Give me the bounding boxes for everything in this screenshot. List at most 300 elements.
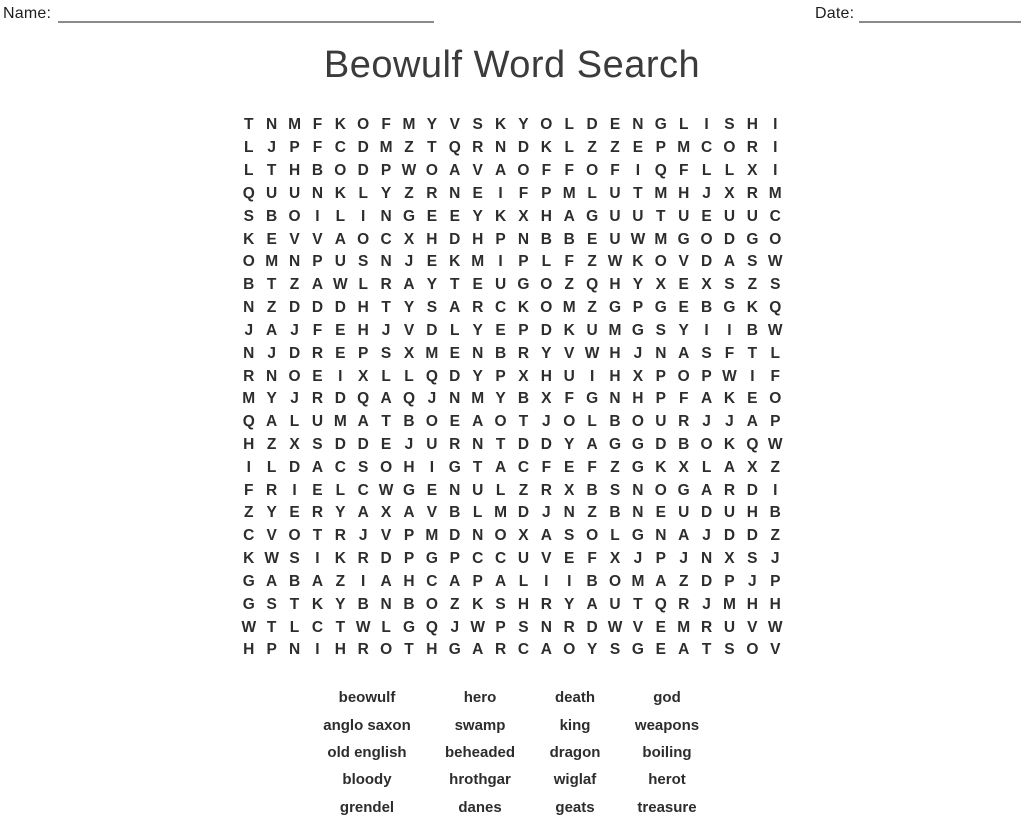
grid-letter: U xyxy=(494,276,507,294)
grid-letter: G xyxy=(677,230,690,248)
grid-letter: M xyxy=(333,413,347,431)
grid-letter: J xyxy=(542,413,551,431)
grid-letter: E xyxy=(678,276,689,294)
grid-letter: A xyxy=(494,162,507,180)
grid-letter: G xyxy=(608,299,622,317)
grid-letter: L xyxy=(564,139,574,157)
grid-letter: H xyxy=(609,276,621,294)
grid-letter: A xyxy=(380,390,392,408)
grid-letter: W xyxy=(722,367,737,385)
grid-letter: H xyxy=(472,230,484,248)
grid-letter: C xyxy=(311,618,324,636)
grid-letter: R xyxy=(700,618,713,636)
grid-letter: I xyxy=(315,207,320,225)
grid-letter: T xyxy=(404,641,414,659)
grid-letter: Z xyxy=(587,139,597,157)
grid-row xyxy=(237,525,786,548)
grid-row xyxy=(237,228,786,251)
grid-letter: A xyxy=(266,413,278,431)
grid-letter: K xyxy=(334,184,346,202)
grid-letter: O xyxy=(288,207,301,225)
grid-letter: H xyxy=(678,184,690,202)
grid-letter: L xyxy=(358,276,368,294)
grid-letter: H xyxy=(769,595,781,613)
grid-letter: I xyxy=(750,367,755,385)
grid-letter: H xyxy=(540,367,552,385)
grid-letter: D xyxy=(380,550,392,568)
grid-letter: O xyxy=(357,116,370,134)
grid-letter: E xyxy=(472,184,483,202)
grid-letter: Z xyxy=(770,527,780,545)
grid-letter: K xyxy=(723,436,736,453)
grid-letter: I xyxy=(315,550,320,568)
grid-letter: Q xyxy=(242,413,255,431)
grid-letter: J xyxy=(427,390,437,408)
grid-letter: E xyxy=(655,641,666,659)
grid-letter: B xyxy=(609,504,621,522)
grid-letter: N xyxy=(517,230,530,248)
grid-letter: L xyxy=(244,139,254,157)
grid-letter: L xyxy=(564,116,574,134)
grid-letter: G xyxy=(402,481,416,499)
grid-letter: G xyxy=(631,458,644,476)
grid-letter: X xyxy=(518,367,529,385)
grid-letter: W xyxy=(767,618,783,636)
grid-letter: S xyxy=(701,344,712,362)
grid-letter: Q xyxy=(425,618,438,636)
grid-letter: T xyxy=(518,413,529,431)
date-label: Date: xyxy=(815,5,855,22)
grid-letter: P xyxy=(495,230,506,248)
grid-letter: W xyxy=(401,162,417,180)
grid-letter: B xyxy=(609,413,621,431)
grid-letter: S xyxy=(312,436,323,453)
name-write-line xyxy=(58,21,434,23)
grid-letter: A xyxy=(494,458,507,476)
grid-letter: E xyxy=(747,390,758,408)
grid-letter: S xyxy=(747,253,758,271)
grid-letter: B xyxy=(678,436,690,453)
grid-letter: W xyxy=(241,618,257,636)
grid-letter: D xyxy=(700,504,713,522)
grid-letter: R xyxy=(449,436,461,453)
grid-letter: M xyxy=(288,116,301,134)
grid-letter: M xyxy=(631,572,645,590)
grid-letter: Z xyxy=(266,436,277,453)
grid-letter: U xyxy=(655,413,667,431)
grid-letter: H xyxy=(746,595,758,613)
grid-letter: F xyxy=(678,162,689,180)
grid-letter: N xyxy=(380,253,392,271)
grid-letter: W xyxy=(355,618,371,636)
grid-letter: E xyxy=(678,299,689,317)
grid-letter: T xyxy=(701,641,712,659)
grid-letter: F xyxy=(564,390,574,408)
grid-letter: P xyxy=(541,184,552,202)
grid-letter: C xyxy=(769,207,781,225)
grid-letter: Z xyxy=(587,299,597,317)
grid-letter: T xyxy=(244,116,254,134)
grid-letter: M xyxy=(265,253,279,271)
grid-letter: G xyxy=(517,276,530,294)
grid-letter: V xyxy=(472,162,483,180)
grid-letter: X xyxy=(380,504,392,522)
grid-letter: J xyxy=(404,253,414,271)
grid-letter: S xyxy=(724,276,735,294)
grid-letter: L xyxy=(289,413,300,431)
grid-letter: S xyxy=(724,116,735,134)
grid-letter: J xyxy=(404,436,414,453)
grid-letter: U xyxy=(632,207,644,225)
grid-letter: C xyxy=(517,641,530,659)
grid-letter: L xyxy=(770,344,780,362)
grid-letter: J xyxy=(725,413,734,431)
grid-letter: P xyxy=(518,253,529,271)
grid-letter: N xyxy=(243,344,255,362)
grid-letter: J xyxy=(542,504,551,522)
grid-letter: S xyxy=(747,550,758,568)
grid-letter: P xyxy=(655,550,666,568)
grid-letter: A xyxy=(678,527,690,545)
grid-letter: D xyxy=(517,139,530,157)
grid-letter: X xyxy=(724,550,735,568)
grid-letter: A xyxy=(311,572,324,590)
grid-letter: V xyxy=(449,116,460,134)
grid-letter: D xyxy=(357,139,369,157)
grid-letter: Q xyxy=(357,390,370,408)
grid-letter: E xyxy=(449,344,460,362)
grid-letter: V xyxy=(632,618,644,636)
grid-letter: X xyxy=(541,390,552,408)
grid-letter: A xyxy=(311,276,324,294)
grid-letter: D xyxy=(723,230,736,248)
grid-letter: D xyxy=(700,253,713,271)
grid-letter: Y xyxy=(472,321,483,339)
grid-letter: U xyxy=(563,367,575,385)
grid-letter: A xyxy=(334,230,346,248)
grid-letter: D xyxy=(540,436,552,453)
grid-letter: M xyxy=(654,230,668,248)
grid-letter: R xyxy=(334,527,346,545)
grid-row xyxy=(237,593,786,616)
grid-letter: O xyxy=(769,230,782,248)
grid-letter: L xyxy=(701,162,712,180)
grid-letter: H xyxy=(426,230,438,248)
grid-letter: N xyxy=(380,207,392,225)
grid-letter: W xyxy=(584,344,600,362)
grid-letter: R xyxy=(678,413,690,431)
grid-letter: O xyxy=(563,413,576,431)
grid-letter: Y xyxy=(472,207,483,225)
grid-letter: V xyxy=(541,550,552,568)
grid-letter: G xyxy=(677,481,690,499)
grid-letter: X xyxy=(747,458,758,476)
grid-letter: E xyxy=(289,504,300,522)
grid-letter: W xyxy=(607,253,623,271)
grid-letter: P xyxy=(312,253,323,271)
grid-letter: C xyxy=(334,458,346,476)
grid-letter: T xyxy=(427,139,437,157)
grid-letter: K xyxy=(472,595,484,613)
grid-letter: R xyxy=(472,139,484,157)
grid-letter: B xyxy=(243,276,255,294)
grid-letter: T xyxy=(312,527,323,545)
grid-letter: G xyxy=(586,390,599,408)
grid-letter: P xyxy=(770,413,781,431)
grid-letter: U xyxy=(678,207,690,225)
grid-letter: R xyxy=(266,481,278,499)
grid-letter: T xyxy=(266,162,277,180)
grid-letter: U xyxy=(266,184,278,202)
grid-letter: I xyxy=(292,481,297,499)
grid-letter: A xyxy=(494,572,507,590)
grid-letter: G xyxy=(723,299,736,317)
grid-letter: B xyxy=(311,162,324,180)
grid-letter: H xyxy=(288,162,301,180)
grid-letter: A xyxy=(403,276,415,294)
grid-letter: G xyxy=(608,436,622,453)
grid-letter: U xyxy=(288,184,301,202)
grid-letter: A xyxy=(449,162,461,180)
grid-letter: N xyxy=(563,504,575,522)
grid-letter: L xyxy=(358,184,368,202)
grid-letter: X xyxy=(518,207,529,225)
grid-letter: E xyxy=(335,344,346,362)
grid-letter: D xyxy=(586,618,598,636)
grid-letter: P xyxy=(358,344,369,362)
grid-letter: D xyxy=(746,481,758,499)
grid-letter: Z xyxy=(564,276,574,294)
grid-letter: O xyxy=(425,413,438,431)
grid-letter: X xyxy=(518,527,529,545)
grid-letter: R xyxy=(540,595,552,613)
grid-letter: I xyxy=(498,253,503,271)
grid-letter: B xyxy=(586,481,598,499)
grid-letter: K xyxy=(723,390,736,408)
grid-letter: A xyxy=(403,504,415,522)
grid-letter: Z xyxy=(335,572,346,590)
grid-letter: E xyxy=(380,436,392,453)
grid-letter: U xyxy=(426,436,438,453)
grid-letter: A xyxy=(563,207,575,225)
grid-letter: M xyxy=(494,504,508,522)
grid-letter: Q xyxy=(425,367,438,385)
grid-letter: A xyxy=(586,595,598,613)
grid-letter: I xyxy=(704,116,709,134)
grid-letter: O xyxy=(357,230,370,248)
grid-letter: G xyxy=(242,572,255,590)
grid-letter: N xyxy=(266,116,278,134)
grid-letter: F xyxy=(312,116,323,134)
grid-letter: S xyxy=(770,276,781,294)
grid-letter: Z xyxy=(610,139,620,157)
grid-letter: U xyxy=(723,504,736,522)
grid-letter: B xyxy=(540,230,552,248)
grid-letter: M xyxy=(654,184,668,202)
grid-letter: I xyxy=(567,572,572,590)
grid-letter: W xyxy=(767,321,783,339)
grid-letter: U xyxy=(609,230,621,248)
grid-letter: J xyxy=(748,572,757,590)
grid-letter: I xyxy=(315,641,320,659)
grid-letter: V xyxy=(403,321,415,339)
grid-letter: B xyxy=(586,572,598,590)
grid-letter: H xyxy=(403,572,415,590)
grid-row xyxy=(237,251,786,274)
grid-letter: R xyxy=(678,595,690,613)
grid-letter: K xyxy=(334,116,346,134)
grid-letter: D xyxy=(540,321,552,339)
word-list-item: weapons xyxy=(634,716,700,734)
grid-letter: A xyxy=(472,413,484,431)
grid-letter: O xyxy=(288,367,301,385)
grid-letter: A xyxy=(700,481,713,499)
grid-letter: M xyxy=(242,390,256,408)
grid-letter: T xyxy=(472,458,483,476)
grid-letter: I xyxy=(544,572,549,590)
grid-row xyxy=(237,456,786,479)
word-list-item: god xyxy=(653,689,681,707)
grid-letter: D xyxy=(517,504,530,522)
grid-letter: J xyxy=(381,321,391,339)
grid-letter: Z xyxy=(289,276,300,294)
grid-letter: S xyxy=(609,641,621,659)
grid-letter: O xyxy=(654,253,667,271)
grid-letter: B xyxy=(517,390,530,408)
grid-letter: E xyxy=(495,321,506,339)
grid-letter: N xyxy=(632,504,644,522)
grid-letter: O xyxy=(242,253,255,271)
grid-letter: H xyxy=(357,299,369,317)
grid-letter: P xyxy=(518,321,529,339)
grid-letter: Z xyxy=(404,184,414,202)
grid-letter: U xyxy=(334,253,346,271)
grid-letter: M xyxy=(471,253,485,271)
grid-letter: Z xyxy=(610,458,620,476)
grid-letter: B xyxy=(494,344,507,362)
grid-letter: E xyxy=(609,116,621,134)
grid-letter: O xyxy=(494,413,507,431)
grid-letter: D xyxy=(700,572,713,590)
grid-letter: L xyxy=(701,458,712,476)
grid-letter: L xyxy=(587,184,597,202)
grid-letter: X xyxy=(701,276,712,294)
grid-letter: O xyxy=(769,390,782,408)
grid-letter: F xyxy=(312,139,323,157)
grid-letter: T xyxy=(450,276,460,294)
grid-letter: J xyxy=(244,321,254,339)
grid-row xyxy=(237,160,786,183)
grid-row xyxy=(237,616,786,639)
grid-letter: Z xyxy=(450,595,460,613)
grid-letter: S xyxy=(243,207,254,225)
grid-letter: D xyxy=(357,436,369,453)
word-list-item: beheaded xyxy=(444,743,516,761)
grid-letter: C xyxy=(334,139,346,157)
grid-letter: I xyxy=(589,367,595,385)
grid-letter: A xyxy=(357,504,369,522)
grid-letter: V xyxy=(312,230,323,248)
grid-letter: C xyxy=(380,230,392,248)
grid-letter: K xyxy=(632,253,644,271)
grid-letter: I xyxy=(704,321,709,339)
grid-letter: D xyxy=(746,527,758,545)
grid-row xyxy=(237,365,786,388)
grid-letter: Q xyxy=(448,139,461,157)
grid-letter: U xyxy=(472,481,484,499)
grid-letter: D xyxy=(334,436,346,453)
grid-letter: D xyxy=(426,321,438,339)
grid-letter: X xyxy=(609,550,621,568)
grid-letter: F xyxy=(541,458,552,476)
grid-letter: T xyxy=(266,276,277,294)
grid-letter: I xyxy=(635,162,641,180)
grid-letter: G xyxy=(631,641,644,659)
grid-letter: O xyxy=(380,458,393,476)
grid-letter: H xyxy=(609,344,621,362)
grid-letter: P xyxy=(632,299,644,317)
word-list-item: hero xyxy=(463,689,497,707)
grid-letter: C xyxy=(494,299,507,317)
grid-letter: N xyxy=(494,139,507,157)
grid-letter: U xyxy=(609,595,621,613)
grid-letter: I xyxy=(727,321,732,339)
grid-letter: M xyxy=(379,139,393,157)
grid-letter: O xyxy=(677,367,690,385)
grid-letter: K xyxy=(540,139,552,157)
grid-letter: M xyxy=(425,344,439,362)
grid-letter: Y xyxy=(266,504,277,522)
grid-letter: J xyxy=(702,413,711,431)
grid-letter: W xyxy=(264,550,279,568)
grid-letter: B xyxy=(769,504,781,522)
grid-letter: N xyxy=(288,641,301,659)
grid-letter: Y xyxy=(403,299,415,317)
grid-letter: L xyxy=(404,367,414,385)
grid-letter: N xyxy=(472,527,484,545)
grid-letter: C xyxy=(494,550,507,568)
grid-letter: A xyxy=(266,572,278,590)
grid-letter: J xyxy=(679,550,688,568)
grid-letter: K xyxy=(449,253,461,271)
grid-letter: F xyxy=(244,481,254,499)
grid-letter: U xyxy=(678,504,690,522)
grid-letter: K xyxy=(494,116,507,134)
grid-letter: A xyxy=(357,413,369,431)
grid-letter: C xyxy=(472,550,484,568)
grid-letter: A xyxy=(472,641,484,659)
grid-letter: H xyxy=(632,390,644,408)
word-list-item: death xyxy=(554,689,595,707)
word-list-item: geats xyxy=(555,798,595,816)
grid-letter: K xyxy=(334,550,346,568)
grid-letter: P xyxy=(495,618,506,636)
grid-letter: R xyxy=(311,344,324,362)
grid-letter: D xyxy=(449,527,461,545)
grid-letter: Z xyxy=(678,572,689,590)
grid-letter: V xyxy=(380,527,392,545)
grid-letter: R xyxy=(357,641,369,659)
grid-letter: P xyxy=(472,572,483,590)
grid-letter: G xyxy=(448,458,461,476)
grid-letter: W xyxy=(767,436,783,453)
grid-letter: T xyxy=(266,618,277,636)
grid-letter: O xyxy=(586,527,599,545)
grid-letter: E xyxy=(312,367,323,385)
grid-letter: S xyxy=(655,321,666,339)
grid-letter: G xyxy=(654,299,667,317)
grid-letter: E xyxy=(426,481,438,499)
